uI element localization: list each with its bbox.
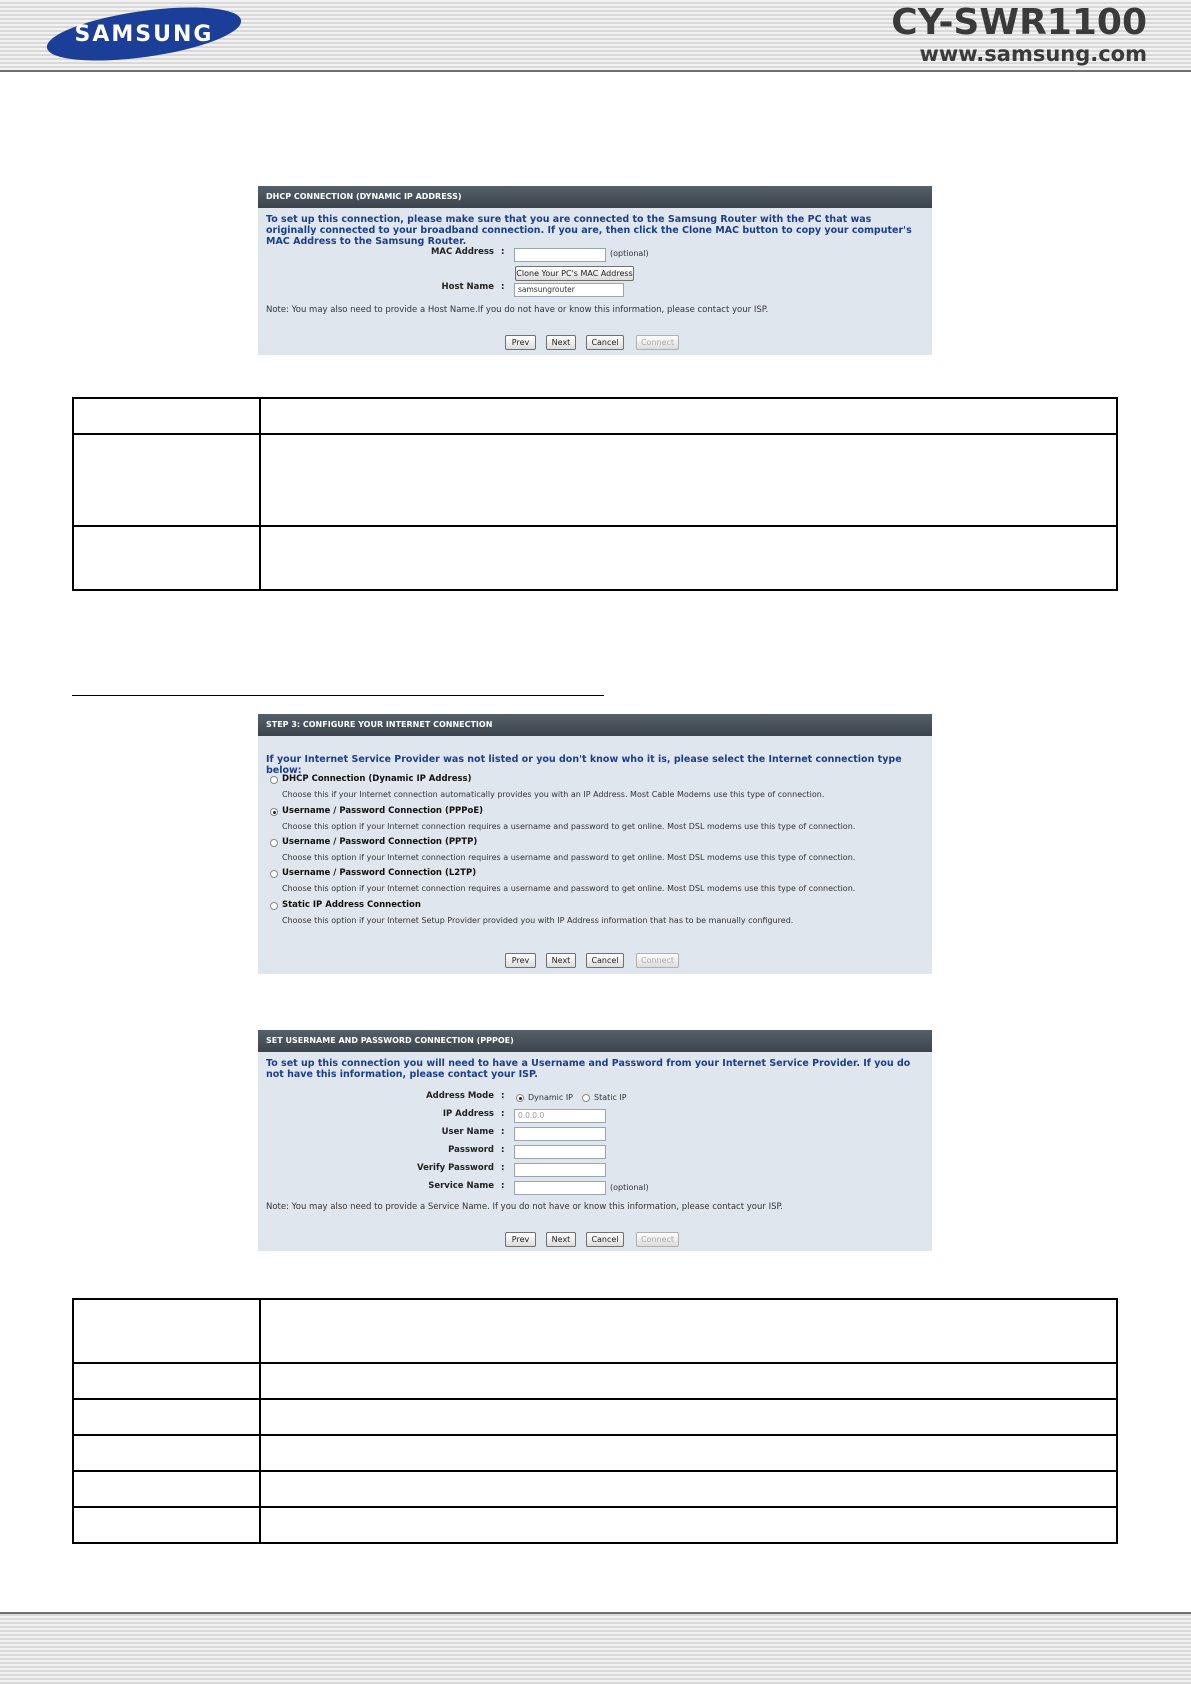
option-desc: Choose this option if your Internet connection requires a username and password to get online. Most DSL modems use this type of connection. bbox=[282, 822, 856, 831]
clone-mac-button[interactable]: Clone Your PC's MAC Address bbox=[515, 266, 634, 281]
table-cell bbox=[73, 434, 260, 526]
option-title: Username / Password Connection (L2TP) bbox=[282, 868, 477, 878]
verify-password-label: Verify Password bbox=[416, 1163, 494, 1173]
table-cell bbox=[260, 1507, 1117, 1543]
colon: : bbox=[501, 1109, 505, 1119]
host-name-label: Host Name bbox=[441, 282, 494, 292]
panel-intro: To set up this connection you will need to have a Username and Password from your Internet Service Provider. If you do not have this information, please contact your ISP. bbox=[266, 1058, 911, 1080]
service-name-input[interactable] bbox=[514, 1181, 606, 1195]
option-desc: Choose this option if your Internet connection requires a username and password to get online. Most DSL modems use this type of connection. bbox=[282, 853, 856, 862]
page-footer bbox=[0, 1612, 1191, 1684]
cancel-button[interactable]: Cancel bbox=[586, 1232, 624, 1247]
address-mode-label: Address Mode bbox=[426, 1091, 494, 1101]
option-title: Static IP Address Connection bbox=[282, 900, 421, 910]
radio-l2tp[interactable] bbox=[270, 870, 278, 878]
connect-button[interactable]: Connect bbox=[636, 1232, 679, 1247]
description-table-2 bbox=[72, 1298, 1118, 1544]
footer-rule bbox=[0, 1612, 1191, 1614]
page-header bbox=[0, 0, 1191, 70]
table-cell bbox=[73, 1299, 260, 1363]
table-cell bbox=[260, 1299, 1117, 1363]
section-rule bbox=[72, 695, 604, 696]
verify-password-input[interactable] bbox=[514, 1163, 606, 1177]
static-ip-label: Static IP bbox=[594, 1093, 627, 1102]
model-name: CY-SWR1100 bbox=[891, 2, 1147, 43]
model-block bbox=[891, 4, 1147, 66]
service-optional: (optional) bbox=[610, 1183, 649, 1192]
table-cell bbox=[260, 1471, 1117, 1507]
panel-intro: To set up this connection, please make sure that you are connected to the Samsung Router with the PC that was originally connected to your broadband connection. If you are, then click the Clone MAC button to copy your computer's MAC Address to the Samsung Router. bbox=[266, 214, 912, 247]
panel-title: SET USERNAME AND PASSWORD CONNECTION (PPPOE) bbox=[258, 1030, 932, 1052]
colon: : bbox=[501, 1181, 505, 1191]
radio-dhcp[interactable] bbox=[270, 776, 278, 784]
prev-button[interactable]: Prev bbox=[505, 335, 536, 350]
cancel-button[interactable]: Cancel bbox=[586, 335, 624, 350]
radio-static-ip[interactable] bbox=[270, 902, 278, 910]
mac-address-input[interactable] bbox=[514, 248, 606, 262]
user-name-input[interactable] bbox=[514, 1127, 606, 1141]
next-button[interactable]: Next bbox=[546, 1232, 576, 1247]
website: www.samsung.com bbox=[919, 42, 1147, 66]
next-button[interactable]: Next bbox=[546, 335, 576, 350]
table-cell bbox=[260, 526, 1117, 590]
samsung-logo bbox=[44, 6, 244, 62]
panel-title: DHCP CONNECTION (DYNAMIC IP ADDRESS) bbox=[258, 186, 932, 208]
dhcp-panel bbox=[258, 186, 932, 355]
option-title: DHCP Connection (Dynamic IP Address) bbox=[282, 774, 472, 784]
password-label: Password bbox=[448, 1145, 494, 1155]
table-cell bbox=[260, 434, 1117, 526]
service-name-label: Service Name bbox=[428, 1181, 494, 1191]
table-cell bbox=[73, 1399, 260, 1435]
dynamic-ip-label: Dynamic IP bbox=[528, 1093, 574, 1102]
connect-button[interactable]: Connect bbox=[636, 335, 679, 350]
description-table-1 bbox=[72, 397, 1118, 591]
colon: : bbox=[501, 1163, 505, 1173]
brand-text: SAMSUNG bbox=[74, 22, 214, 47]
ip-address-label: IP Address bbox=[442, 1109, 494, 1119]
mac-label: MAC Address bbox=[430, 247, 494, 257]
table-cell bbox=[73, 1435, 260, 1471]
cancel-button[interactable]: Cancel bbox=[586, 953, 624, 968]
table-cell bbox=[73, 398, 260, 434]
mac-optional: (optional) bbox=[610, 249, 649, 258]
pppoe-panel bbox=[258, 1030, 932, 1251]
colon: : bbox=[501, 1145, 505, 1155]
panel-note: Note: You may also need to provide a Service Name. If you do not have or know this information, please contact your ISP. bbox=[266, 1202, 783, 1212]
colon: : bbox=[501, 282, 505, 292]
radio-dynamic-ip[interactable] bbox=[516, 1094, 524, 1102]
prev-button[interactable]: Prev bbox=[505, 953, 536, 968]
ip-address-input[interactable]: 0.0.0.0 bbox=[514, 1109, 606, 1123]
table-cell bbox=[73, 1507, 260, 1543]
table-cell bbox=[73, 526, 260, 590]
step3-panel bbox=[258, 714, 932, 974]
radio-static-ip[interactable] bbox=[582, 1094, 590, 1102]
table-cell bbox=[73, 1363, 260, 1399]
table-cell bbox=[260, 1363, 1117, 1399]
panel-intro: If your Internet Service Provider was not listed or you don't know who it is, please select the Internet connection type below: bbox=[266, 754, 902, 776]
password-input[interactable] bbox=[514, 1145, 606, 1159]
connect-button[interactable]: Connect bbox=[636, 953, 679, 968]
option-title: Username / Password Connection (PPTP) bbox=[282, 837, 478, 847]
colon: : bbox=[501, 1127, 505, 1137]
next-button[interactable]: Next bbox=[546, 953, 576, 968]
user-name-label: User Name bbox=[441, 1127, 494, 1137]
panel-title: STEP 3: CONFIGURE YOUR INTERNET CONNECTION bbox=[258, 714, 932, 736]
host-name-input[interactable]: samsungrouter bbox=[514, 283, 624, 297]
table-cell bbox=[260, 1435, 1117, 1471]
option-desc: Choose this if your Internet connection automatically provides you with an IP Address. Most Cable Modems use this type of connection. bbox=[282, 790, 825, 799]
table-cell bbox=[73, 1471, 260, 1507]
table-cell bbox=[260, 398, 1117, 434]
colon: : bbox=[501, 247, 505, 257]
panel-note: Note: You may also need to provide a Host Name.If you do not have or know this information, please contact your ISP. bbox=[266, 305, 769, 315]
header-rule bbox=[0, 70, 1191, 72]
prev-button[interactable]: Prev bbox=[505, 1232, 536, 1247]
table-cell bbox=[260, 1399, 1117, 1435]
radio-pptp[interactable] bbox=[270, 839, 278, 847]
option-desc: Choose this option if your Internet Setup Provider provided you with IP Address information that has to be manually configured. bbox=[282, 916, 794, 925]
option-desc: Choose this option if your Internet connection requires a username and password to get online. Most DSL modems use this type of connection. bbox=[282, 884, 856, 893]
option-title: Username / Password Connection (PPPoE) bbox=[282, 806, 484, 816]
radio-pppoe[interactable] bbox=[270, 808, 278, 816]
colon: : bbox=[501, 1091, 505, 1101]
